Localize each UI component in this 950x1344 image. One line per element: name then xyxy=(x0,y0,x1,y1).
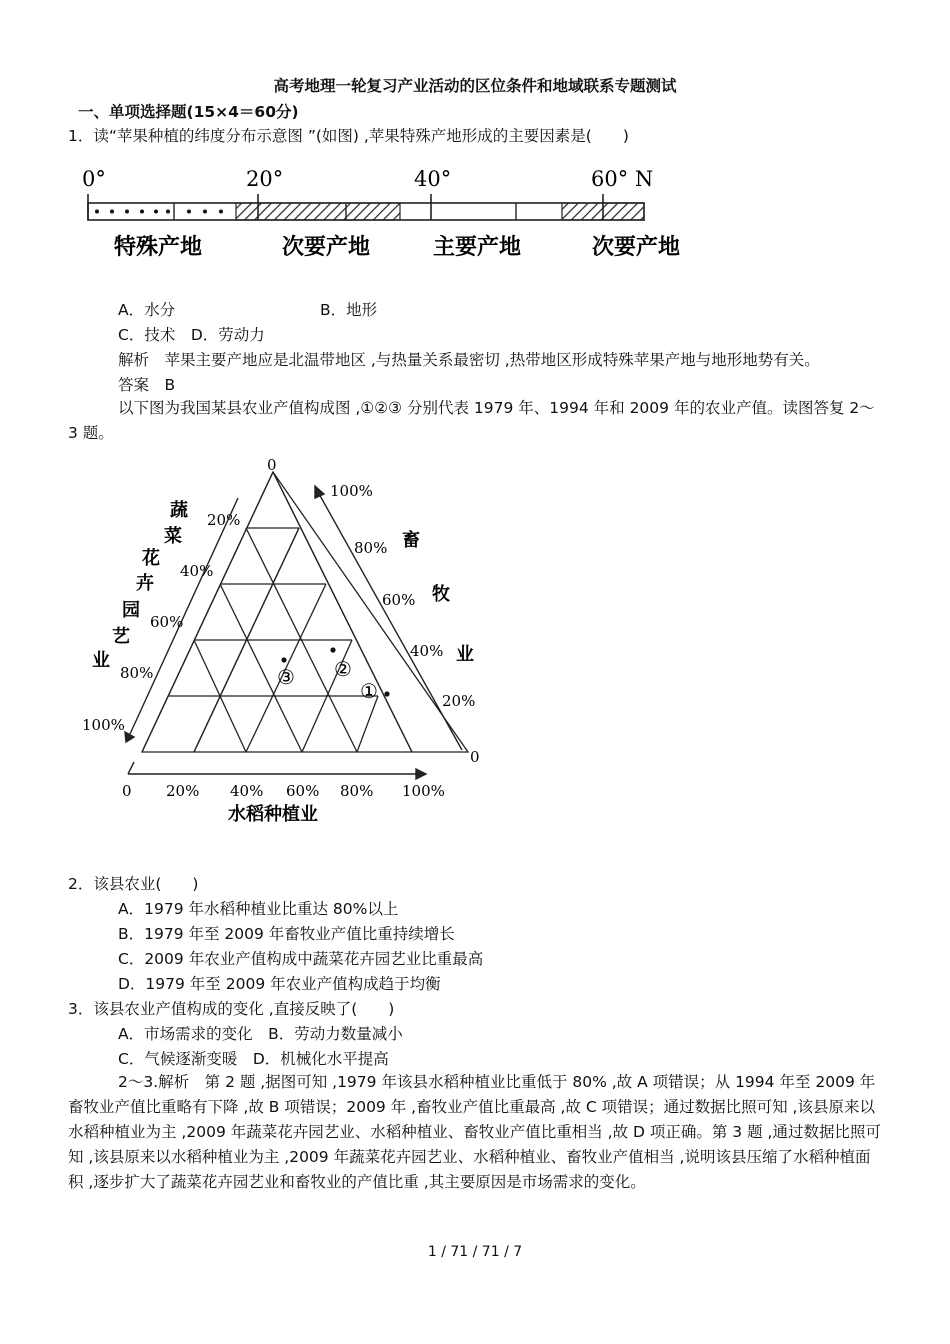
top-zero-label: 0 xyxy=(267,456,277,474)
data-point-2009 xyxy=(281,657,286,662)
q2-option-a: A．1979 年水稻种植业比重达 80%以上 xyxy=(118,900,399,918)
q2-option-c: C．2009 年农业产值构成中蔬菜花卉园艺业比重最高 xyxy=(118,950,484,968)
left-axis-tick: 100% xyxy=(82,716,125,734)
q2-option-d: D．1979 年至 2009 年农业产值构成趋于均衡 xyxy=(118,975,441,993)
bottom-axis-tick: 0 xyxy=(122,782,132,800)
left-axis-char: 业 xyxy=(92,650,110,671)
q2-stem: 2．该县农业( ) xyxy=(68,875,199,893)
zone-label: 主要产地 xyxy=(433,234,522,260)
q3-option-ab: A．市场需求的变化 B．劳动力数量减小 xyxy=(118,1025,403,1043)
right-axis-char: 畜 xyxy=(402,530,420,551)
point-label-1979: ① xyxy=(360,679,378,703)
point-label-2009: ③ xyxy=(277,665,295,689)
left-axis-char: 蔬 xyxy=(170,500,188,521)
right-axis-char: 牧 xyxy=(432,584,450,605)
point-label-1994: ② xyxy=(334,657,352,681)
bottom-axis-tick: 20% xyxy=(166,782,200,800)
bottom-axis-title: 水稻种植业 xyxy=(228,804,318,825)
right-axis-tick: 100% xyxy=(330,482,373,500)
q1-answer: 答案 B xyxy=(118,376,176,394)
q2-option-b: B．1979 年至 2009 年畜牧业产值比重持续增长 xyxy=(118,925,455,943)
ternary-figure xyxy=(70,450,510,840)
bottom-axis-tick: 40% xyxy=(230,782,264,800)
tick-label: 0° xyxy=(82,167,106,191)
tick-label: 20° xyxy=(246,167,284,191)
zone-label: 次要产地 xyxy=(592,234,681,260)
left-axis-char: 菜 xyxy=(164,526,182,547)
right-zero-label: 0 xyxy=(470,748,480,766)
q1-option-cd: C．技术 D．劳动力 xyxy=(118,326,265,344)
intro-q2-q3: 以下图为我国某县农业产值构成图 ,①②③ 分别代表 1979 年、1994 年和 2009 年的农业产值。读图答复 2～3 题。 xyxy=(68,399,875,442)
bottom-axis-tick: 60% xyxy=(286,782,320,800)
left-axis-char: 卉 xyxy=(136,573,154,594)
q3-stem: 3．该县农业产值构成的变化 ,直接反映了( ) xyxy=(68,1000,395,1018)
right-axis-char: 业 xyxy=(456,644,474,665)
q1-analysis: 解析 苹果主要产地应是北温带地区 ,与热量关系最密切 ,热带地区形成特殊苹果产地与地形地势有关。 xyxy=(118,351,820,369)
apple-latitude-figure xyxy=(76,160,716,270)
right-axis-tick: 80% xyxy=(354,539,388,557)
q1-option-b: B．地形 xyxy=(320,301,378,319)
data-point-1979 xyxy=(384,691,389,696)
bottom-axis-tick: 100% xyxy=(402,782,445,800)
right-axis-tick: 40% xyxy=(410,642,444,660)
data-point-1994 xyxy=(330,647,335,652)
left-axis-char: 园 xyxy=(122,600,140,621)
zone-label: 次要产地 xyxy=(282,234,371,260)
left-axis-tick: 20% xyxy=(207,511,241,529)
doc-title: 高考地理一轮复习产业活动的区位条件和地域联系专题测试 xyxy=(273,77,677,95)
left-axis-tick: 80% xyxy=(120,664,154,682)
tick-label: 40° xyxy=(414,167,452,191)
analysis-q2-q3: 2～3.解析 第 2 题 ,据图可知 ,1979 年该县水稻种植业比重低于 80% ,故 A 项错误；从 1994 年至 2009 年畜牧业产值比重略有下降 ,故 B 项错误；2009 年 ,畜牧业产值比重最高 ,故 C 项错误；通过数据比照可知 ,该县原来以水稻种植业为主 ,2009 年蔬菜花卉园艺业、水稻种植业、畜牧业产值比重相当 ,故 D 项正确。第 3 题 ,通过数据比照可知 ,该县原来以水稻种植业为主 ,2009 年蔬菜花卉园艺业、水稻种植业、畜牧业产值相当 ,说明该县压缩了水稻种植面积 ,逐步扩大了蔬菜花卉园艺业和畜牧业的产值比重 ,其主要原因是市场需求的变化。 xyxy=(68,1073,881,1191)
right-axis-tick: 20% xyxy=(442,692,476,710)
q1-stem: 1．读“苹果种植的纬度分布示意图 ”(如图) ,苹果特殊产地形成的主要因素是( ) xyxy=(68,127,629,145)
left-axis-tick: 60% xyxy=(150,613,184,631)
left-axis-tick: 40% xyxy=(180,562,214,580)
section-heading: 一、单项选择题(15×4＝60分) xyxy=(78,103,299,121)
q1-option-a: A．水分 xyxy=(118,301,176,319)
right-axis-tick: 60% xyxy=(382,591,416,609)
zone-label: 特殊产地 xyxy=(114,234,203,260)
tick-label: 60° N xyxy=(591,167,654,191)
bottom-axis-tick: 80% xyxy=(340,782,374,800)
left-axis-char: 花 xyxy=(142,548,160,569)
q3-option-cd: C．气候逐渐变暖 D．机械化水平提高 xyxy=(118,1050,389,1068)
page-footer: 1 / 71 / 71 / 7 xyxy=(427,1244,523,1260)
left-axis-char: 艺 xyxy=(112,626,130,647)
